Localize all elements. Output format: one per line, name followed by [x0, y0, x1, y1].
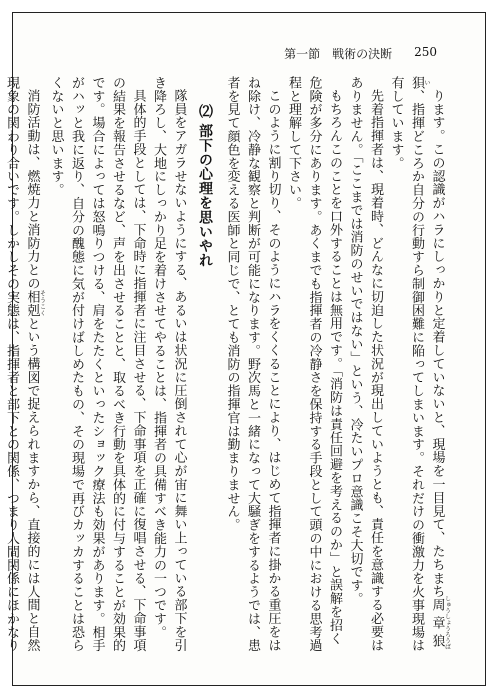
ruby-soukoku: 相剋 そうこく	[24, 290, 46, 317]
section-heading	[189, 76, 222, 656]
paragraph: 隊員をアガラせないようにする、あるいは状況に圧倒されて心が宙に舞い上っている部下を引き降ろし、大地にしっかり足を着けさせてやることは、指揮者の具備すべき能力の一つです。	[151, 76, 187, 652]
paragraph: 消防活動は、燃焼力と消防力との相剋 そうこくという構図で捉えられますから、直接的には人間と自然現象の関わり合いです。しかしその実態は、指揮者と部下との関係、つまり人間関係にほかなり	[4, 76, 46, 653]
section-title: 第一節 戦術の決断	[284, 47, 393, 61]
ruby-shusho-roubai: 周章狼狽しゅうしょうろうばい	[409, 76, 451, 650]
paragraph: もちろんこのことを口外することは無用です。「消防は責任回避を考えるのか」と誤解を招く危険が多分にあります。あくまでも指揮者の冷静さを保持する手段として頭の中における思考過程と理解して下さい。	[286, 76, 342, 653]
page-number: 250	[414, 45, 437, 59]
paragraph: 具体的手段としては、下命時に指揮者に注目させる、下命事項を正確に復唱させる、下命事項の結果を報告させるなど、声を出させることと、取るべき行動を具体的に付与することが効果的です。場合によっては怒鳴りつける、肩をたたくといったショック療法も効果があります。相手がハッと我に返り、自分の醜態に気が付けばしめたもの、その現場で再びカッカすることは恐らくないと思います。	[48, 76, 146, 653]
vertical-text-body	[4, 76, 451, 656]
paragraph: 先着指揮者は、現着時、どんなに切迫した状況が現出していようとも、責任を意識する必要はありません。「ここまでは消防のせいではない」という、冷たいプロ意識こそ大切です。	[347, 76, 383, 652]
running-header	[284, 45, 437, 62]
section-heading-title: 部下の心理を思いやれ	[197, 123, 213, 268]
paragraph: このように割り切り、そのようにハラをくくることにより、はじめて指揮者に掛かる重圧をはね除け、冷静な観察と判断が可能になります。野次馬と一緒になって大騒ぎをするようでは、患者を見て顔色を変える医師と同じで、とても消防の指揮官は勤まりません。	[224, 76, 281, 653]
paragraph: ります。この認識がハラにしっかりと定着していないと、現場を一目見て、たちまち周章狼狽しゅうしょうろうばい、指揮どころか自分の行動すら制御困難に陥ってしまいます。それだけの衝激力を火事現場は有しています。	[388, 76, 451, 653]
section-number: ⑵	[197, 104, 213, 119]
